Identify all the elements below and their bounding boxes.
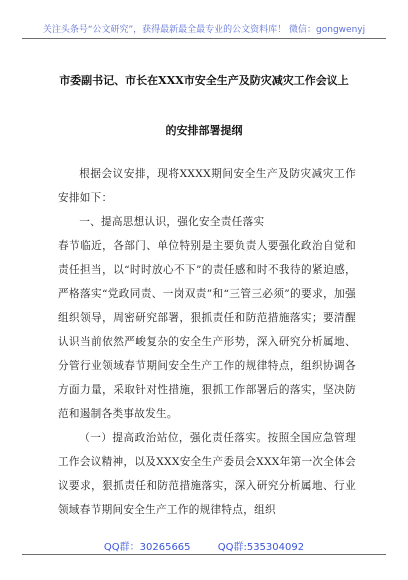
footer-qq-group-2: QQ群:535304092 xyxy=(217,542,305,553)
paragraph-intro: 根据会议安排，现将XXXX期间安全生产及防灾减灾工作安排如下： xyxy=(58,168,356,204)
document-body xyxy=(58,162,356,522)
document-title-line-1: 市委副书记、市长在XXX市安全生产及防灾减灾工作会议上 xyxy=(59,74,349,87)
header-note: 关注头条号“公文研究”，获得最新最全最专业的公文资料库！ 微信：gongwenyj xyxy=(42,25,366,35)
paragraph-body: 春节临近，各部门、单位特别是主要负责人要强化政治自觉和责任担当，以“时时放心不下”的责任感和时不我待的紧迫感，严格落实“党政同责、一岗双责”和“三管三必须”的要求，加强组织领导，周密研究部署，狠抓责任和防范措施落实；要清醒认识当前依然严峻复杂的安全生产形势，深入研究分析属地、分管行业领域春节期间安全生产工作的规律特点，组织协调各方面力量，采取针对性措施，狠抓工作部署后的落实，坚决防范和遏制各类事故发生。 xyxy=(58,240,356,420)
paragraph-subsection: （一）提高政治站位，强化责任落实。按照全国应急管理工作会议精神，以及XXX安全生产委员会XXX年第一次全体会议要求，狠抓责任和防范措施落实，深入研究分析属地、行业领域春节期间安全生产工作的规律特点，组织 xyxy=(58,432,356,516)
footer-divider xyxy=(22,554,386,555)
footer-qq-group-1: QQ群：30265665 xyxy=(103,542,191,553)
header-divider xyxy=(22,38,386,39)
footer xyxy=(0,538,408,553)
document-title-line-2: 的安排部署提纲 xyxy=(165,124,243,137)
section-heading: 一、提高思想认识，强化安全责任落实 xyxy=(79,216,265,228)
